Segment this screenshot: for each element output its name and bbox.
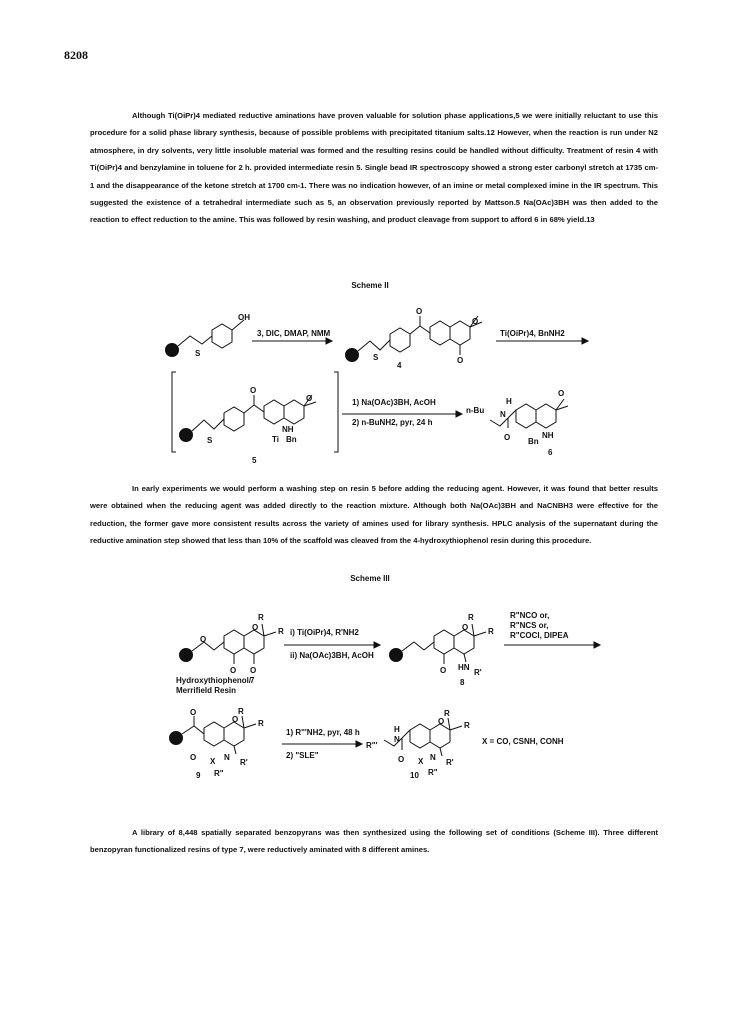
step-3-line-2: 2) n-BuNH2, pyr, 24 h — [352, 418, 433, 427]
scheme-3-diagram — [0, 588, 740, 788]
r-label: R — [468, 613, 474, 622]
scheme-2-title: Scheme II — [351, 281, 389, 290]
o-label: O — [472, 317, 479, 326]
scheme-3-title: Scheme III — [350, 574, 390, 583]
o-label: O — [306, 394, 313, 403]
resin-label-line-2: Merrifield Resin — [176, 686, 237, 695]
o-label: O — [416, 307, 423, 316]
n-label: N — [224, 753, 230, 762]
o-label: O — [398, 755, 405, 764]
o-label: O — [252, 623, 259, 632]
compound-4-label: 4 — [397, 361, 402, 370]
o-label: O — [190, 753, 197, 762]
s-label: S — [207, 436, 213, 445]
benzene-ring-4 — [224, 407, 244, 431]
nh-label: NH — [542, 431, 554, 440]
h-label: H — [394, 725, 400, 734]
resin-label-line-1: Hydroxythiophenol/ — [176, 676, 252, 685]
o-label: O — [462, 623, 469, 632]
bn-label: Bn — [528, 437, 539, 446]
hn-label: HN — [458, 663, 470, 672]
o-label: O — [558, 389, 565, 398]
step-1-reagents: 3, DIC, DMAP, NMM — [257, 329, 331, 338]
step-2-reagents: Ti(OiPr)4, BnNH2 — [500, 329, 565, 338]
s-label: S — [195, 349, 201, 358]
o-label: O — [250, 386, 257, 395]
s-label: S — [373, 353, 379, 362]
bn-label: Bn — [286, 435, 297, 444]
nbu-label: n-Bu — [466, 406, 485, 415]
paragraph-2: In early experiments we would perform a washing step on resin 5 before adding the reducing agent. However, it was found that better results were obtained when the reducing agent was added directly to the reaction mixture. Although both Na(OAc)3BH and NaCNBH3 were effective for the reduction, the former gave more consistent results across the variety of amines used for library synthesis. HPLC analysis of the supernatant during the reductive amination step showed that less than 10% of the scaffold was cleaved from the 4-hydroxythiophenol resin during this procedure. — [90, 484, 658, 546]
rtprime-label: R"' — [366, 741, 378, 750]
rprime-label: R' — [474, 668, 482, 677]
o-label: O — [200, 635, 207, 644]
o-label: O — [438, 717, 445, 726]
compound-10-label: 10 — [410, 771, 419, 780]
benzene-ring-9 — [204, 722, 224, 746]
step-4-line-2: ii) Na(OAc)3BH, AcOH — [290, 651, 374, 660]
compound-9-label: 9 — [196, 771, 201, 780]
benzene-ring-2 — [390, 328, 410, 352]
benzene-ring-3 — [430, 321, 450, 345]
paragraph-1: Although Ti(OiPr)4 mediated reductive aminations have proven valuable for solution phase applications,5 we were initially reluctant to use this procedure for a solid phase library synthesis, because of possible problems with precipitated titanium salts.12 However, when the reaction is run under N2 atmosphere, in dry solvents, very little insoluble material was formed and the resulting resins could be handled without difficulty. Treatment of resin 4 with Ti(OiPr)4 and benzylamine in toluene for 2 h. provided intermediate resin 5. Single bead IR spectroscopy showed a strong ester carbonyl stretch at 1735 cm-1 and the disappearance of the ketone stretch at 1700 cm-1. There was no indication however, of an imine or metal complexed imine in the IR spectrum. This suggested the existence of a tetrahedral intermediate such as 5, an observation previously reported by Mattson.5 Na(OAc)3BH was then added to the reaction to effect reduction to the amine. This was followed by resin washing, and product cleavage from support to afford 6 in 68% yield.13 — [90, 111, 658, 225]
r-label: R — [488, 627, 494, 636]
x-label: X — [418, 757, 424, 766]
compound-8-label: 8 — [460, 678, 465, 687]
resin-bead-icon — [180, 649, 193, 662]
resin-bead-icon — [170, 732, 183, 745]
r-label: R — [258, 719, 264, 728]
benzene-ring-8 — [434, 630, 454, 654]
o-label: O — [250, 666, 257, 675]
compound-6-label: 6 — [548, 448, 553, 457]
paragraph-3: A library of 8,448 spatially separated benzopyrans was then synthesized using the following set of conditions (Scheme III). Three different benzopyran functionalized resins of type 7, were reductively aminated with 8 different amines. — [90, 828, 658, 855]
o-label: O — [230, 666, 237, 675]
rprime-label: R' — [446, 758, 454, 767]
scheme-2-diagram — [0, 296, 740, 476]
resin-bead-icon — [390, 649, 403, 662]
right-bracket — [334, 372, 338, 452]
x-label: X — [210, 757, 216, 766]
compound-7-label: 7 — [250, 676, 255, 685]
benzene-ring-10 — [410, 724, 430, 748]
n-label: N — [500, 410, 506, 419]
benzene-ring-7 — [224, 630, 244, 654]
page-number: 8208 — [64, 48, 88, 62]
step-5-line-1: R"NCO or, — [510, 611, 550, 620]
rprime-label: R' — [240, 758, 248, 767]
r-label: R — [444, 709, 450, 718]
step-4-line-1: i) Ti(OiPr)4, R'NH2 — [290, 628, 359, 637]
benzene-ring-5 — [264, 400, 284, 424]
resin-bead-icon — [180, 429, 193, 442]
benzene-ring-1 — [212, 324, 232, 348]
o-label: O — [440, 666, 447, 675]
n-label: N — [430, 753, 436, 762]
h-label: H — [506, 397, 512, 406]
r-label: R — [238, 707, 244, 716]
r-label: R — [464, 721, 470, 730]
left-bracket — [172, 372, 176, 452]
r-label: R — [258, 613, 264, 622]
ti-label: Ti — [272, 435, 279, 444]
step-5-line-2: R"NCS or, — [510, 621, 549, 630]
x-definition: X = CO, CSNH, CONH — [482, 737, 564, 746]
rdprime-label: R" — [214, 769, 224, 778]
nh-label: NH — [282, 425, 294, 434]
rdprime-label: R" — [428, 768, 438, 777]
o-label: O — [190, 708, 197, 717]
step-3-line-1: 1) Na(OAc)3BH, AcOH — [352, 398, 436, 407]
step-5-line-3: R"COCl, DIPEA — [510, 631, 569, 640]
oh-label: OH — [238, 313, 250, 322]
o-label: O — [504, 433, 511, 442]
step-6-line-1: 1) R"'NH2, pyr, 48 h — [286, 728, 360, 737]
o-label: O — [457, 356, 464, 365]
r-label: R — [278, 627, 284, 636]
benzene-ring-6 — [516, 404, 536, 428]
compound-5-label: 5 — [252, 456, 257, 465]
resin-bead-icon — [346, 349, 359, 362]
n-label: N — [394, 735, 400, 744]
resin-bead-icon — [166, 344, 179, 357]
step-6-line-2: 2) "SLE" — [286, 751, 319, 760]
o-label: O — [232, 715, 239, 724]
